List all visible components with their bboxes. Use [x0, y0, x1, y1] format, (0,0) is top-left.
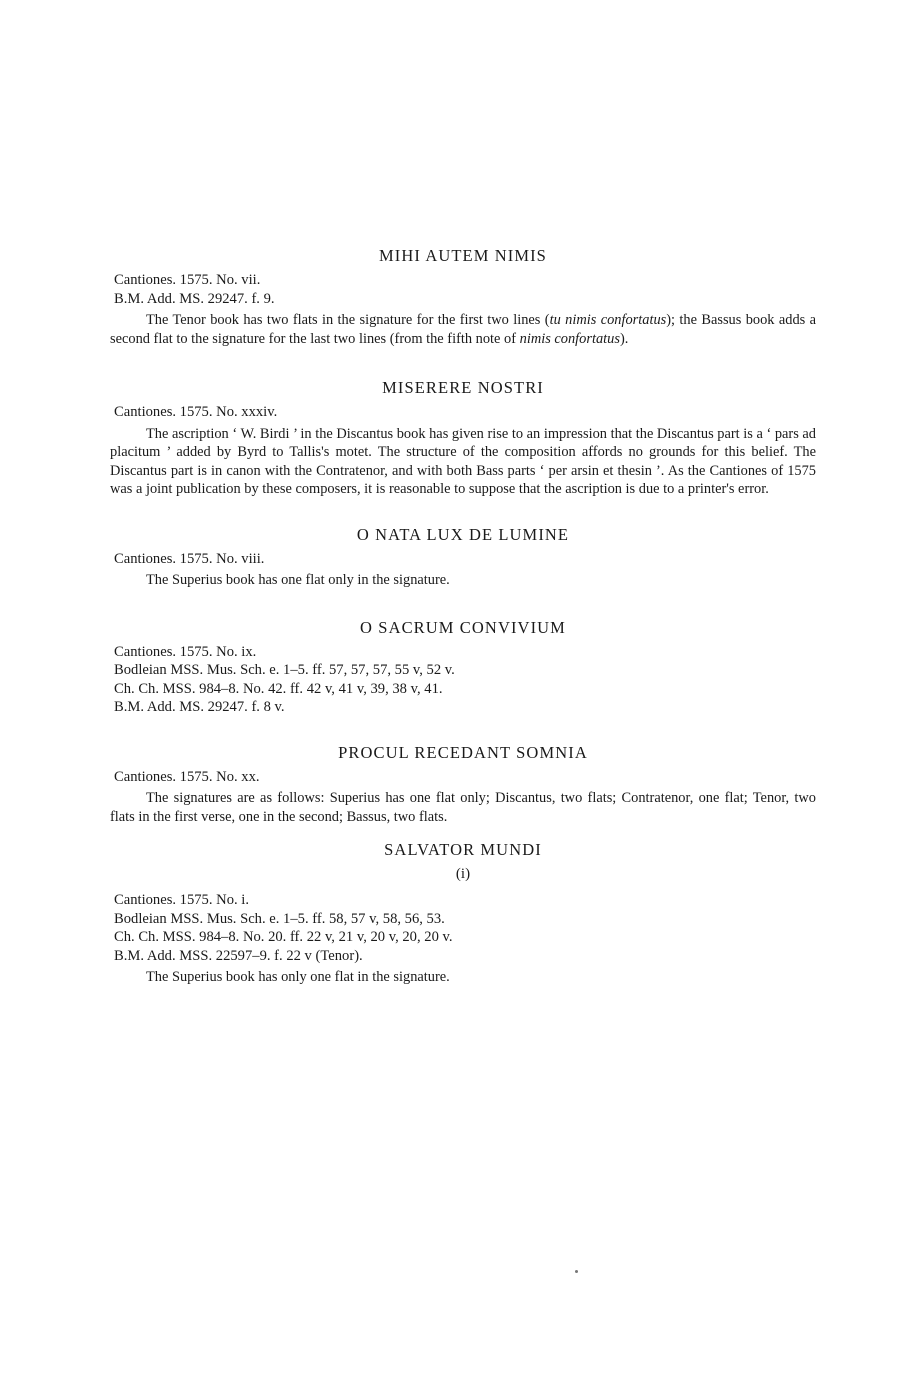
section-heading: O SACRUM CONVIVIUM	[360, 617, 566, 637]
source-reference: B.M. Add. MSS. 22597–9. f. 22 v (Tenor).	[114, 947, 363, 964]
italic-phrase: nimis confortatus	[519, 330, 620, 347]
page-body	[110, 246, 816, 987]
section-note: The Superius book has one flat only in the signature.	[146, 572, 450, 588]
section-salvator-mundi	[110, 840, 816, 987]
section-mihi-autem-nimis	[110, 246, 816, 348]
source-reference: Cantiones. 1575. No. xx.	[114, 768, 260, 785]
section-procul-recedant-somnia	[110, 743, 816, 827]
section-subheading: (i)	[455, 866, 471, 882]
source-reference: Ch. Ch. MSS. 984–8. No. 42. ff. 42 v, 41 v, 39, 38 v, 41.	[114, 680, 443, 697]
source-reference: Ch. Ch. MSS. 984–8. No. 20. ff. 22 v, 21 v, 20 v, 20, 20 v.	[114, 929, 453, 945]
section-note: The Superius book has only one flat in the signature.	[146, 969, 450, 985]
section-miserere-nostri	[110, 378, 816, 499]
section-heading: MIHI AUTEM NIMIS	[379, 246, 547, 265]
section-note: The signatures are as follows: Superius has one flat only; Discantus, two flats; Contratenor, one flat; Tenor, two flats in the first verse, one in the second; Bassus, two flats.	[110, 790, 816, 825]
section-note: The Tenor book has two flats in the signature for the first two lines (tu nimis confortatus); the Bassus book adds a second flat to the signature for the last two lines (from the fifth note of nimis confortatus).	[110, 312, 817, 347]
page-speck	[575, 1270, 578, 1273]
source-reference: B.M. Add. MS. 29247. f. 9.	[114, 290, 275, 307]
source-reference: B.M. Add. MS. 29247. f. 8 v.	[114, 699, 285, 715]
section-heading: O NATA LUX DE LUMINE	[356, 524, 570, 544]
source-reference: Bodleian MSS. Mus. Sch. e. 1–5. ff. 57, 57, 57, 55 v, 52 v.	[114, 662, 455, 678]
source-reference: Cantiones. 1575. No. i.	[114, 892, 249, 908]
section-heading: SALVATOR MUNDI	[384, 840, 542, 859]
source-reference: Bodleian MSS. Mus. Sch. e. 1–5. ff. 58, 57 v, 58, 56, 53.	[114, 910, 445, 927]
source-reference: Cantiones. 1575. No. vii.	[114, 272, 261, 288]
source-reference: Cantiones. 1575. No. xxxiv.	[114, 404, 278, 420]
section-note: The ascription ‘ W. Birdi ’ in the Discantus book has given rise to an impression that the Discantus part is a ‘ pars ad placitum ’ added by Byrd to Tallis's motet. The structure of the composition affords no grounds for this belief. The Discantus part is in canon with the Contratenor, and with both Bass parts ‘ per arsin et thesin ’. As the Cantiones of 1575 was a joint publication by these composers, it is reasonable to suppose that the ascription is due to a printer's error.	[110, 425, 816, 497]
section-o-nata-lux	[110, 525, 816, 590]
section-o-sacrum-convivium	[110, 618, 816, 717]
source-reference: Cantiones. 1575. No. viii.	[114, 550, 265, 567]
section-heading: PROCUL RECEDANT SOMNIA	[338, 742, 588, 762]
section-heading: MISERERE NOSTRI	[382, 378, 544, 397]
source-reference: Cantiones. 1575. No. ix.	[114, 643, 257, 660]
italic-phrase: tu nimis confortatus	[549, 312, 667, 328]
